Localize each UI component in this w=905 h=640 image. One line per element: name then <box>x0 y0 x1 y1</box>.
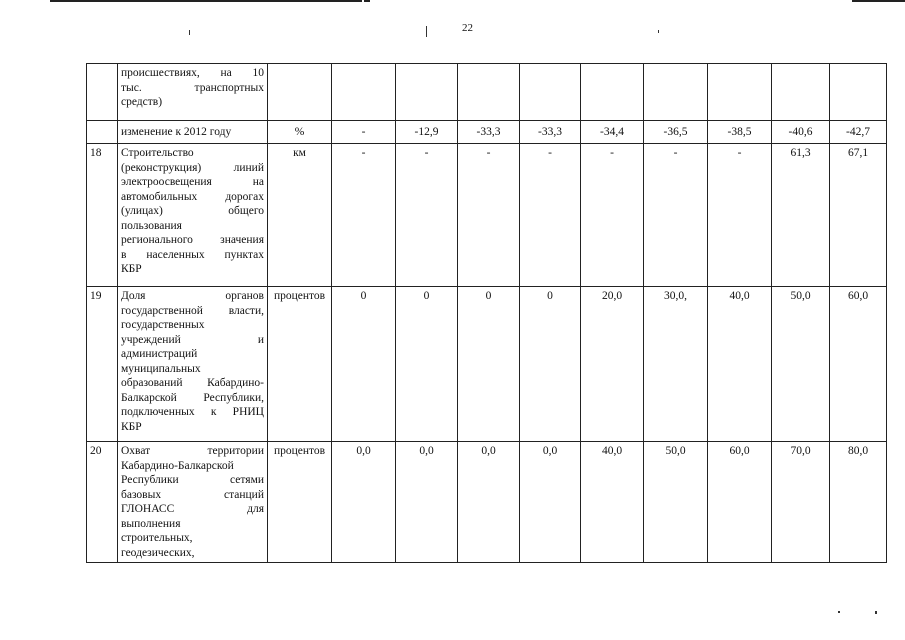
indicator-name-line: подключенных к РНИЦ <box>121 406 264 418</box>
value-cell <box>644 64 708 121</box>
value-cell: 0,0 <box>520 442 581 563</box>
value-cell: 30,0, <box>644 287 708 442</box>
value-cell: -36,5 <box>644 121 708 144</box>
indicator-name-cell <box>118 442 268 563</box>
indicator-name-line: регионального значения <box>121 234 264 246</box>
indicator-name-cell <box>118 121 268 144</box>
value-cell: 40,0 <box>708 287 772 442</box>
table-row <box>87 144 887 287</box>
value-cell: 50,0 <box>644 442 708 563</box>
value-cell: -40,6 <box>772 121 830 144</box>
value-cell: 0 <box>458 287 520 442</box>
indicator-name-cell <box>118 144 268 287</box>
indicator-name-line: КБР <box>121 420 142 433</box>
indicator-name-line: пользования <box>121 219 182 232</box>
table-row <box>87 287 887 442</box>
table-body <box>87 64 887 563</box>
indicator-name-line: в населенных пунктах <box>121 248 264 261</box>
indicators-table <box>86 63 887 563</box>
row-number-cell: 18 <box>87 144 118 287</box>
page-number: 22 <box>462 22 473 34</box>
value-cell: 40,0 <box>581 442 644 563</box>
indicator-name-line: геодезических, <box>121 546 195 559</box>
indicator-name-line: государственных <box>121 319 205 331</box>
indicator-name-line: базовых станций <box>121 488 264 501</box>
value-cell: 80,0 <box>830 442 887 563</box>
value-cell: 0,0 <box>332 442 396 563</box>
indicator-name-cell <box>118 287 268 442</box>
value-cell: - <box>708 144 772 287</box>
value-cell: - <box>520 144 581 287</box>
row-number-cell: 20 <box>87 442 118 563</box>
indicator-name-line: Балкарской Республики, <box>121 391 264 404</box>
indicator-name-line: (улицах) общего <box>121 205 264 217</box>
indicator-name-line: происшествиях, на 10 <box>121 67 264 79</box>
value-cell: - <box>458 144 520 287</box>
indicator-name-line: учреждений и <box>121 333 264 346</box>
indicator-name-line: Строительство <box>121 147 194 159</box>
value-cell: 60,0 <box>830 287 887 442</box>
row-number-cell <box>87 64 118 121</box>
value-cell <box>332 64 396 121</box>
value-cell: 20,0 <box>581 287 644 442</box>
value-cell <box>772 64 830 121</box>
value-cell <box>520 64 581 121</box>
value-cell: -42,7 <box>830 121 887 144</box>
indicator-name-line: тыс. транспортных <box>121 81 264 94</box>
value-cell <box>396 64 458 121</box>
value-cell: -38,5 <box>708 121 772 144</box>
value-cell: -12,9 <box>396 121 458 144</box>
row-number-cell <box>87 121 118 144</box>
scan-edge-line-left <box>50 0 362 2</box>
indicator-name-line: муниципальных <box>121 362 201 375</box>
value-cell: 0 <box>396 287 458 442</box>
value-cell: - <box>644 144 708 287</box>
value-cell: -33,3 <box>520 121 581 144</box>
value-cell: -34,4 <box>581 121 644 144</box>
indicator-name-cell <box>118 64 268 121</box>
value-cell: - <box>332 121 396 144</box>
value-cell: 61,3 <box>772 144 830 287</box>
indicator-name-line: ГЛОНАСС для <box>121 503 264 515</box>
unit-cell: км <box>268 144 332 287</box>
indicator-name-line: государственной власти, <box>121 304 264 317</box>
value-cell: 0,0 <box>458 442 520 563</box>
indicator-name-line: строительных, <box>121 532 193 544</box>
value-cell: 50,0 <box>772 287 830 442</box>
scan-speck <box>189 30 190 35</box>
table-row <box>87 121 887 144</box>
scan-speck <box>658 30 659 33</box>
value-cell <box>708 64 772 121</box>
scan-speck <box>426 26 427 37</box>
value-cell <box>458 64 520 121</box>
value-cell: - <box>332 144 396 287</box>
indicator-name-line: образований Кабардино- <box>121 377 264 389</box>
indicator-name-line: средств) <box>121 96 163 108</box>
indicator-name-line: электроосвещения на <box>121 176 264 188</box>
value-cell: 0,0 <box>396 442 458 563</box>
value-cell: 60,0 <box>708 442 772 563</box>
value-cell: 0 <box>332 287 396 442</box>
indicator-name-line: автомобильных дорогах <box>121 190 264 203</box>
unit-cell: процентов <box>268 442 332 563</box>
indicator-name-line: администраций <box>121 348 198 360</box>
indicator-name-line: выполнения <box>121 517 181 530</box>
value-cell: 70,0 <box>772 442 830 563</box>
value-cell: - <box>581 144 644 287</box>
indicator-name-line: (реконструкция) линий <box>121 161 264 174</box>
row-number-cell: 19 <box>87 287 118 442</box>
unit-cell: % <box>268 121 332 144</box>
table-row <box>87 64 887 121</box>
value-cell <box>581 64 644 121</box>
unit-cell <box>268 64 332 121</box>
scan-speck <box>838 611 840 613</box>
value-cell <box>830 64 887 121</box>
table-row <box>87 442 887 563</box>
value-cell: - <box>396 144 458 287</box>
scan-speck <box>875 611 877 614</box>
value-cell: 67,1 <box>830 144 887 287</box>
scan-edge-line-mid <box>364 0 370 2</box>
indicator-name-line: КБР <box>121 263 142 275</box>
indicator-name-line: Охват территории <box>121 445 264 457</box>
indicator-name-line: изменение к 2012 году <box>121 125 232 138</box>
value-cell: 0 <box>520 287 581 442</box>
scan-edge-line-right <box>852 0 905 2</box>
indicator-name-line: Республики сетями <box>121 474 264 486</box>
indicator-name-line: Доля органов <box>121 290 264 302</box>
value-cell: -33,3 <box>458 121 520 144</box>
unit-cell: процентов <box>268 287 332 442</box>
indicator-name-line: Кабардино-Балкарской <box>121 459 234 472</box>
